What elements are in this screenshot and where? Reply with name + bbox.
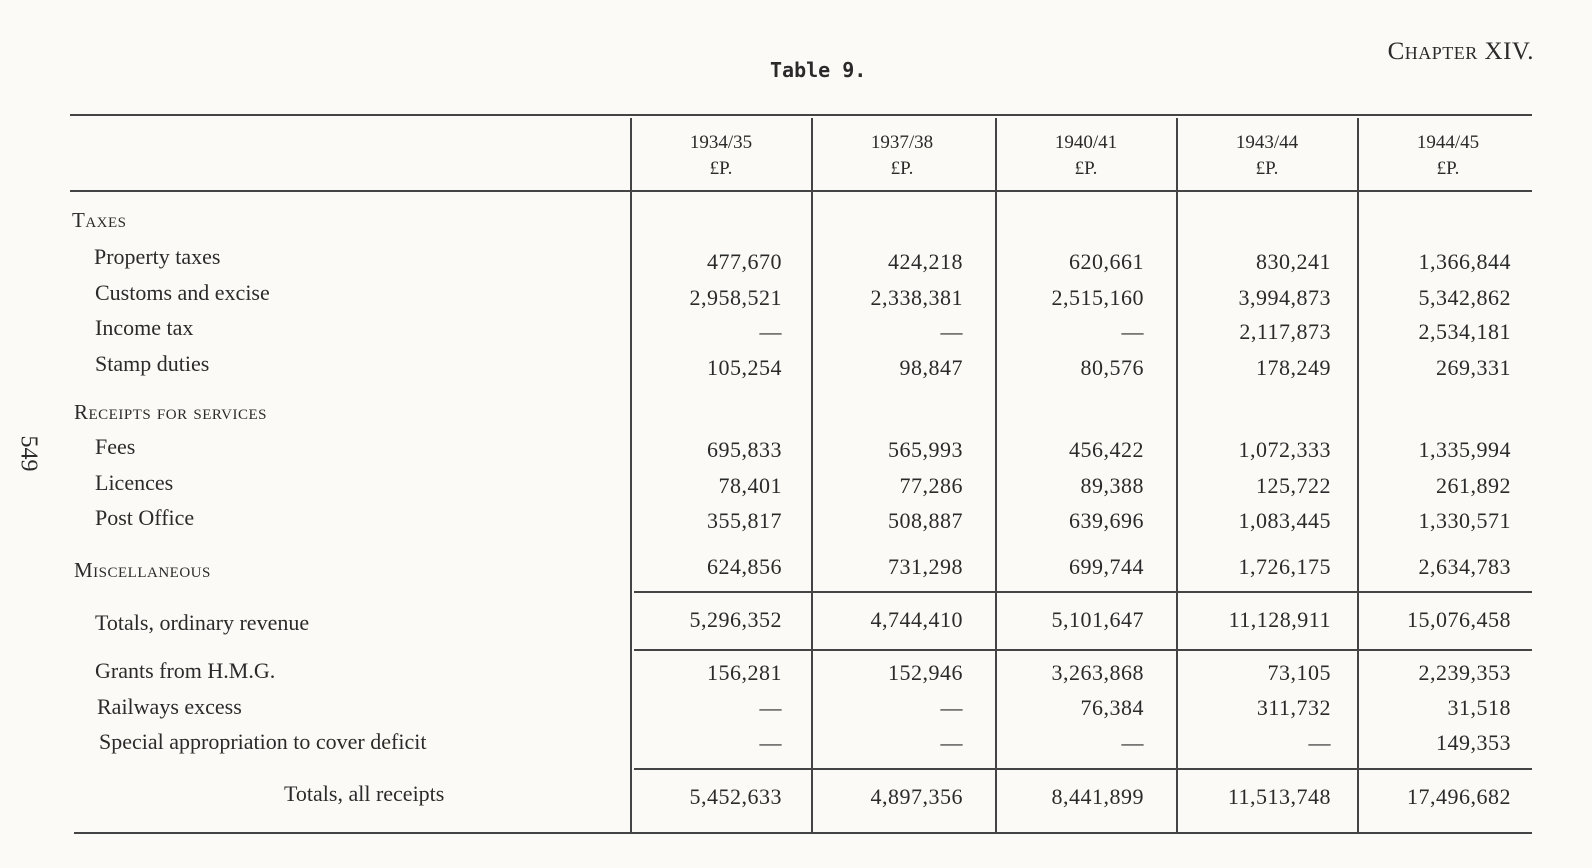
column-year: 1943/44 — [1235, 132, 1299, 153]
table-cell: 149,353 — [1436, 730, 1511, 755]
column-unit: £P. — [1255, 158, 1279, 179]
table-cell: — — [940, 695, 963, 720]
table-cell: — — [1308, 730, 1331, 755]
row-label: Licences — [95, 470, 174, 495]
table-cell: 1,335,994 — [1418, 437, 1511, 462]
table-cell: 699,744 — [1069, 554, 1144, 579]
table-cell: — — [759, 730, 782, 755]
table-cell: 80,576 — [1080, 355, 1144, 380]
table-cell: 125,722 — [1256, 473, 1331, 498]
section-heading-taxes: Taxes — [72, 208, 127, 232]
column-year: 1940/41 — [1054, 132, 1118, 153]
table-cell: 1,726,175 — [1238, 554, 1331, 579]
table-cell: 2,634,783 — [1418, 554, 1511, 579]
table-cell: 731,298 — [888, 554, 963, 579]
table-cell: 1,330,571 — [1418, 508, 1511, 533]
row-label: Income tax — [95, 315, 194, 340]
table-cell: 3,994,873 — [1238, 285, 1331, 310]
row-label: Post Office — [95, 505, 195, 530]
table-cell: 76,384 — [1080, 695, 1144, 720]
table-cell: 78,401 — [718, 473, 782, 498]
table-cell: 73,105 — [1267, 660, 1331, 685]
table-cell: 17,496,682 — [1407, 784, 1511, 809]
table-cell: 2,117,873 — [1239, 319, 1331, 344]
column-unit: £P. — [1074, 158, 1098, 179]
table-cell: 31,518 — [1447, 695, 1511, 720]
column-year: 1944/45 — [1416, 132, 1480, 153]
table-cell: 424,218 — [888, 249, 963, 274]
total-rule — [634, 768, 1532, 770]
table-cell: 4,897,356 — [870, 784, 963, 809]
table-cell: — — [759, 695, 782, 720]
table-cell: 11,128,911 — [1228, 607, 1331, 632]
table-cell: 11,513,748 — [1227, 784, 1331, 809]
row-label: Fees — [95, 434, 136, 459]
table-cell: 477,670 — [707, 249, 782, 274]
column-unit: £P. — [890, 158, 914, 179]
table-cell: 15,076,458 — [1407, 607, 1511, 632]
table-cell: 830,241 — [1256, 249, 1331, 274]
table-cell: 2,239,353 — [1418, 660, 1511, 685]
table-cell: 3,263,868 — [1051, 660, 1144, 685]
table-cell: 2,958,521 — [689, 285, 782, 310]
table-cell: 5,452,633 — [689, 784, 782, 809]
table-top-rule — [70, 114, 1532, 116]
column-year: 1937/38 — [870, 132, 934, 153]
table-cell: 178,249 — [1256, 355, 1331, 380]
table-cell: 311,732 — [1256, 695, 1331, 720]
column-header — [812, 130, 992, 182]
column-year: 1934/35 — [689, 132, 753, 153]
section-heading-receipts: Receipts for services — [74, 400, 268, 424]
table-cell: 77,286 — [899, 473, 963, 498]
table-cell: 105,254 — [707, 355, 782, 380]
column-header — [1177, 130, 1357, 182]
row-label: Customs and excise — [95, 280, 270, 305]
column-unit: £P. — [1436, 158, 1460, 179]
row-label: Totals, all receipts — [284, 781, 445, 806]
row-label: Property taxes — [94, 244, 221, 269]
row-label: Railways excess — [97, 694, 242, 719]
table-cell: — — [1121, 319, 1144, 344]
subtotal-rule — [634, 591, 1532, 593]
column-header — [1358, 130, 1538, 182]
table-cell: 5,342,862 — [1418, 285, 1511, 310]
header-bottom-rule — [70, 190, 1532, 192]
page-number: 549 — [15, 435, 42, 472]
table-cell: 1,083,445 — [1238, 508, 1331, 533]
table-cell: 2,534,181 — [1418, 319, 1511, 344]
chapter-heading: Chapter XIV. — [1387, 38, 1534, 65]
table-cell: — — [759, 319, 782, 344]
table-cell: — — [940, 319, 963, 344]
table-cell: 565,993 — [888, 437, 963, 462]
table-cell: 269,331 — [1436, 355, 1511, 380]
table-cell: 624,856 — [707, 554, 782, 579]
table-cell: — — [1121, 730, 1144, 755]
table-cell: 2,338,381 — [870, 285, 963, 310]
row-label: Totals, ordinary revenue — [95, 610, 310, 635]
row-label: Special appropriation to cover deficit — [99, 729, 427, 754]
table-cell: 639,696 — [1069, 508, 1144, 533]
table-cell: — — [940, 730, 963, 755]
table-cell: 1,072,333 — [1238, 437, 1331, 462]
table-cell: 355,817 — [707, 508, 782, 533]
table-cell: 2,515,160 — [1051, 285, 1144, 310]
table-cell: 98,847 — [899, 355, 963, 380]
table-cell: 1,366,844 — [1418, 249, 1511, 274]
table-cell: 5,296,352 — [689, 607, 782, 632]
table-cell: 261,892 — [1436, 473, 1511, 498]
table-cell: 152,946 — [888, 660, 963, 685]
column-header — [996, 130, 1176, 182]
table-cell: 456,422 — [1069, 437, 1144, 462]
table-cell: 620,661 — [1069, 249, 1144, 274]
table-cell: 508,887 — [888, 508, 963, 533]
row-label: Miscellaneous — [74, 558, 211, 582]
table-bottom-rule — [74, 832, 1532, 834]
table-cell: 8,441,899 — [1051, 784, 1144, 809]
row-label: Grants from H.M.G. — [95, 658, 276, 683]
table-cell: 695,833 — [707, 437, 782, 462]
grants-rule — [634, 649, 1532, 651]
table-cell: 89,388 — [1080, 473, 1144, 498]
row-label: Stamp duties — [95, 351, 210, 376]
table-cell: 5,101,647 — [1051, 607, 1144, 632]
table-cell: 156,281 — [707, 660, 782, 685]
table-cell: 4,744,410 — [870, 607, 963, 632]
table-title: Table 9. — [770, 58, 867, 82]
column-unit: £P. — [709, 158, 733, 179]
column-header — [631, 130, 811, 182]
